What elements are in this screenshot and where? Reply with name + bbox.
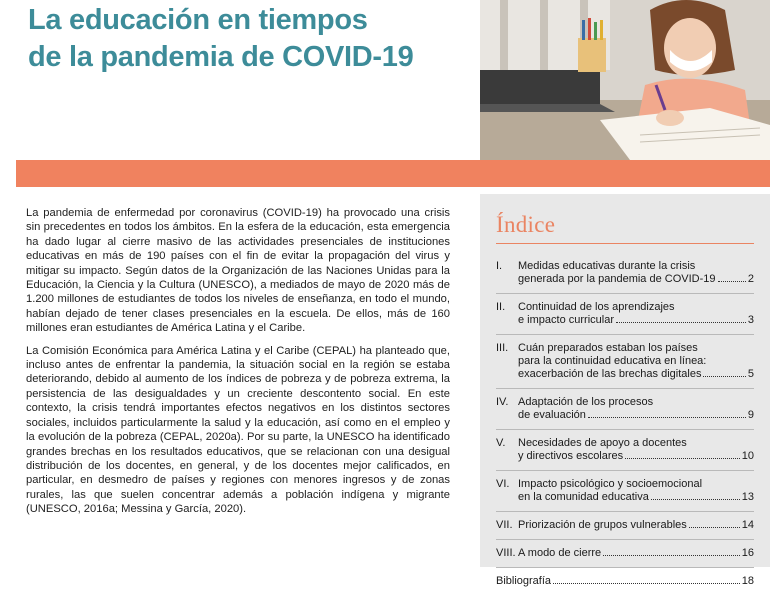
toc-number: I.	[496, 260, 503, 272]
toc-line: e impacto curricular	[518, 314, 614, 326]
toc-number: VIII.	[496, 547, 516, 559]
toc-number: V.	[496, 437, 506, 449]
toc-item-v[interactable]	[496, 437, 754, 471]
toc-line: para la continuidad educativa en línea:	[518, 355, 707, 367]
toc-number: III.	[496, 342, 509, 354]
toc-item-ii[interactable]	[496, 301, 754, 335]
toc-number: VI.	[496, 478, 510, 490]
toc-item-vi[interactable]	[496, 478, 754, 512]
toc-number: VII.	[496, 519, 513, 531]
toc-line: Priorización de grupos vulnerables	[518, 519, 687, 531]
toc-page: 3	[747, 314, 754, 326]
toc-number: II.	[496, 301, 506, 313]
header-band	[16, 160, 770, 187]
toc-line: Continuidad de los aprendizajes	[518, 301, 675, 313]
toc-page: 9	[747, 409, 754, 421]
toc-page: 18	[741, 575, 754, 587]
leader-dots	[603, 555, 740, 556]
body-text	[26, 206, 450, 525]
toc-line: Impacto psicológico y socioemocional	[518, 478, 703, 490]
toc-line: y directivos escolares	[518, 450, 624, 462]
toc-item-bibliografia[interactable]	[496, 575, 754, 595]
toc-item-i[interactable]	[496, 260, 754, 294]
toc-line: Bibliografía	[496, 575, 552, 587]
table-of-contents	[496, 260, 754, 602]
toc-line: generada por la pandemia de COVID-19	[518, 273, 716, 285]
leader-dots	[703, 376, 745, 377]
index-panel	[480, 194, 770, 587]
photo-illustration	[480, 0, 770, 160]
title-line-2: de la pandemia de COVID-19	[28, 41, 414, 73]
leader-dots	[553, 583, 740, 584]
paragraph-1: La pandemia de enfermedad por coronavirus (COVID-19) ha provocado una crisis sin precedentes en todos los ámbitos. En la esfera de la educación, esta emergencia ha dado lugar al cierre masivo de las actividades presenciales de instituciones educativas en más de 190 países con el fin de evitar la propagación del virus y mitigar su impacto. Según datos de la Organización de las Naciones Unidas para la Educación, la Ciencia y la Cultura (UNESCO), a mediados de mayo de 2020 más de 1.200 millones de estudiantes de todos los niveles de enseñanza, en todo el mundo, habían dejado de tener clases presenciales en la escuela. De ellos, más de 160 millones eran estudiantes de América Latina y el Caribe.	[26, 207, 450, 335]
toc-line: Cuán preparados estaban los países	[518, 342, 698, 354]
paragraph-2: La Comisión Económica para América Latina y el Caribe (CEPAL) ha planteado que, incluso antes de enfrentar la pandemia, la situación social en la región se estaba deteriorando, debido al aumento de los índices de pobreza y de pobreza extrema, la persistencia de las desigualdades y un creciente descontento social. En este contexto, la crisis tendrá importantes efectos negativos en los distintos sectores sociales, incluidos particularmente la salud y la educación, así como en el empleo y la evolución de la pobreza (CEPAL, 2020a). Por su parte, la UNESCO ha identificado grandes brechas en los resultados educativos, que se relacionan con una desigual distribución de los docentes, en general, y de los docentes mejor calificados, en particular, en desmedro de países y regiones con menores ingresos y de zonas rurales, las que suelen concentrar además a población indígena y migrante (UNESCO, 2016a; Messina y García, 2020).	[26, 344, 450, 516]
toc-line: de evaluación	[518, 409, 586, 421]
toc-item-iv[interactable]	[496, 396, 754, 430]
title-line-1: La educación en tiempos	[28, 4, 368, 36]
toc-page: 14	[741, 519, 754, 531]
toc-line: A modo de cierre	[518, 547, 602, 559]
toc-page: 10	[741, 450, 754, 462]
toc-page: 5	[747, 368, 754, 380]
toc-line: Necesidades de apoyo a docentes	[518, 437, 687, 449]
toc-page: 13	[741, 491, 754, 503]
index-title: Índice	[496, 212, 556, 237]
toc-line: en la comunidad educativa	[518, 491, 649, 503]
child-studying-photo	[480, 0, 770, 160]
toc-line: Medidas educativas durante la crisis	[518, 260, 696, 272]
leader-dots	[625, 458, 740, 459]
toc-page: 16	[741, 547, 754, 559]
leader-dots	[651, 499, 740, 500]
toc-line: Adaptación de los procesos	[518, 396, 654, 408]
toc-number: IV.	[496, 396, 509, 408]
leader-dots	[588, 417, 746, 418]
toc-item-vii[interactable]	[496, 519, 754, 540]
toc-line: exacerbación de las brechas digitales	[518, 368, 702, 380]
toc-item-iii[interactable]	[496, 342, 754, 389]
leader-dots	[689, 527, 740, 528]
index-divider	[496, 243, 754, 244]
document-title	[28, 2, 468, 76]
toc-page: 2	[747, 273, 754, 285]
leader-dots	[718, 281, 746, 282]
toc-item-viii[interactable]	[496, 547, 754, 568]
leader-dots	[616, 322, 746, 323]
